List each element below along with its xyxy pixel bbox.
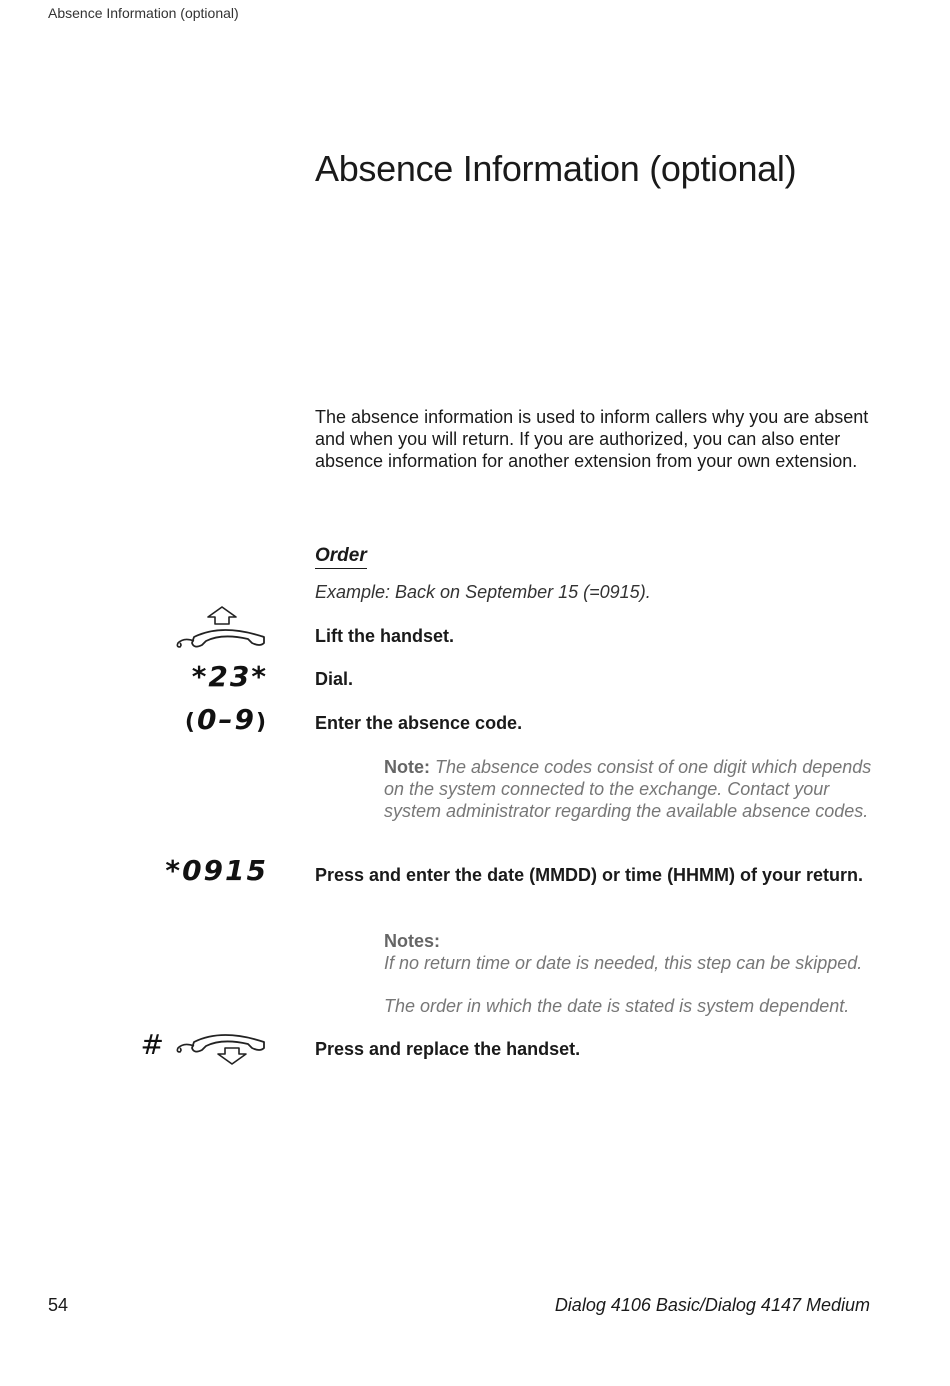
step-enter-date: Press and enter the date (MMDD) or time (HHMM) of your return.	[315, 865, 864, 885]
key-sequence-date: *0915	[165, 854, 268, 887]
notes-label-text: Notes:	[384, 931, 441, 951]
page-title: Absence Information (optional)	[315, 148, 797, 189]
key-sequence-dial: *23*	[191, 660, 268, 693]
running-header: Absence Information (optional)	[48, 5, 239, 21]
notes-line-skip: If no return time or date is needed, this step can be skipped.	[384, 953, 863, 973]
hash-key: #	[140, 1028, 166, 1061]
close-paren: )	[255, 710, 268, 735]
note-label: Note:	[384, 757, 430, 777]
product-name: Dialog 4106 Basic/Dialog 4147 Medium	[554, 1295, 870, 1315]
absence-code-range: 0–9	[196, 703, 256, 736]
note-absence-codes	[384, 756, 884, 822]
page-number: 54	[48, 1295, 69, 1315]
step-replace-handset: Press and replace the handset.	[315, 1039, 581, 1059]
notes-line-order: The order in which the date is stated is system dependent.	[384, 996, 850, 1016]
open-paren: (	[184, 710, 197, 735]
key-sequence-absence-code	[185, 703, 268, 736]
replace-handset-icon	[172, 1026, 272, 1071]
note-body: The absence codes consist of one digit which depends on the system connected to the exchange. Contact your system administrator regarding the available absence codes.	[384, 757, 872, 821]
step-dial-text: Dial.	[315, 669, 354, 689]
step-lift-handset: Lift the handset.	[315, 626, 454, 646]
lift-handset-icon	[172, 605, 272, 656]
notes-label	[384, 930, 884, 952]
example-text: Example: Back on September 15 (=0915).	[315, 582, 651, 602]
step-enter-absence-code: Enter the absence code.	[315, 713, 523, 733]
intro-paragraph: The absence information is used to inform callers why you are absent and when you will return. If you are authorized, you can also enter absence information for another extension from your own extension.	[315, 407, 869, 471]
section-heading: Order	[315, 545, 367, 569]
